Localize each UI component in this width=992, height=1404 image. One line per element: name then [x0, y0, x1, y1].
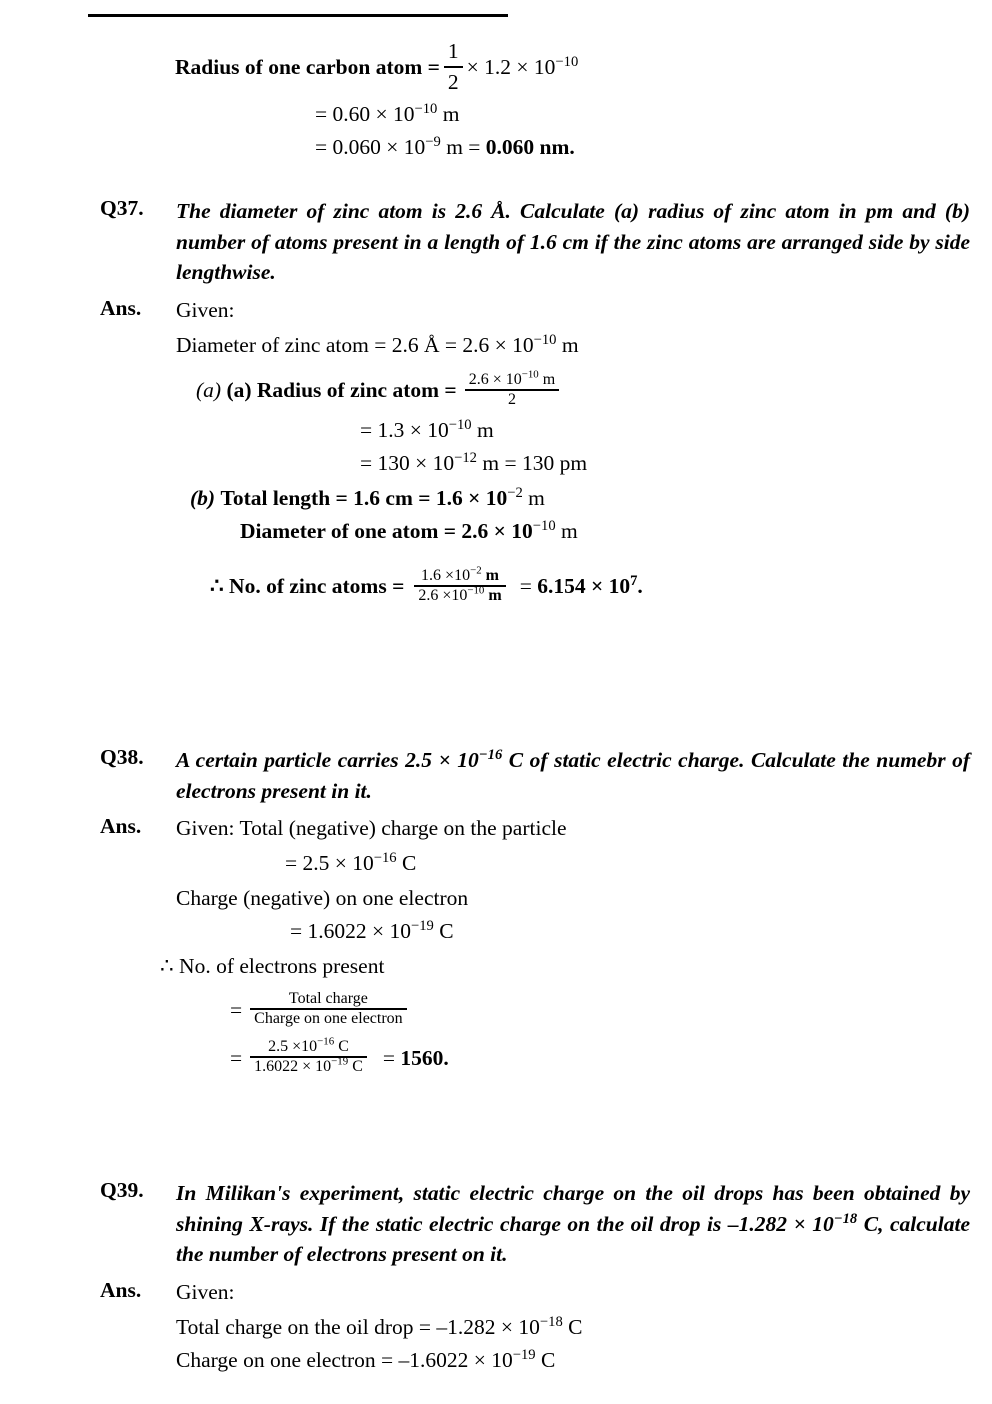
q39-line-1-text: Total charge on the oil drop = –1.282 × 10 — [176, 1314, 540, 1339]
q39-line-1-exponent: −18 — [539, 1313, 563, 1330]
q38-text-exponent: −16 — [478, 746, 503, 763]
q39-line-2 — [100, 1346, 970, 1375]
q37-part-a-row — [100, 368, 970, 410]
q38-text — [176, 745, 970, 806]
q38-fraction-2-num-exponent: −16 — [317, 1035, 335, 1048]
q38-answer-row — [100, 814, 970, 843]
q39-text-part-2: C, calculate the number of electrons present on it. — [176, 1211, 971, 1267]
carbon-line-3-exponent: −9 — [425, 133, 441, 150]
q37-part-a-result-1 — [100, 416, 970, 445]
carbon-line-1 — [175, 40, 975, 96]
carbon-line-2-unit: m — [442, 102, 460, 126]
q37-part-b-line-2-exponent: −10 — [532, 517, 556, 534]
q38-fraction-1-numerator: Total charge — [288, 990, 368, 1008]
q37-conclusion-den-text: 2.6 ×10 — [418, 586, 468, 604]
q38-ans-label: Ans. — [100, 814, 142, 839]
q37-label: Q37. — [100, 196, 144, 220]
q37-part-a-result-2-exponent: −12 — [454, 449, 477, 466]
q37-conclusion-result-value: 6.154 × 10 — [537, 574, 631, 599]
q39-line-1-unit: C — [568, 1314, 583, 1339]
q38-charge-value — [100, 917, 970, 946]
carbon-radius-block — [175, 40, 975, 162]
q37-given-text: Diameter of zinc atom = 2.6 Å = 2.6 × 10 — [176, 332, 534, 357]
q37-part-a-numerator — [465, 368, 560, 389]
question-39 — [100, 1178, 970, 1375]
q38-given-value-exponent: −16 — [373, 849, 397, 866]
q37-given-unit: m — [561, 332, 579, 357]
q37-part-a-result-2 — [100, 449, 970, 478]
q37-part-a-num-unit: m — [542, 370, 556, 388]
q37-part-a-fraction — [465, 368, 560, 409]
q37-conclusion-result-eq: = — [519, 574, 532, 599]
q39-answer-row — [100, 1278, 970, 1307]
q37-conclusion-result-period: . — [637, 574, 643, 599]
q39-ans-label: Ans. — [100, 1277, 142, 1302]
q39-line-2-unit: C — [540, 1347, 556, 1372]
fraction-denominator: 2 — [444, 66, 463, 97]
q37-answer-row — [100, 296, 970, 325]
q38-result-value: 1560. — [400, 1045, 449, 1070]
q37-part-b-line-1 — [100, 484, 970, 513]
q39-given-label: Given: — [176, 1279, 235, 1304]
carbon-line-1-rest — [467, 53, 579, 82]
q37-part-b-line-2-unit: m — [561, 518, 578, 543]
q39-label: Q39. — [100, 1178, 144, 1202]
q37-part-a-label: (a) (a) Radius of zinc atom = — [196, 378, 457, 403]
carbon-line-3-middle: m = — [446, 135, 481, 160]
carbon-line-3 — [175, 133, 975, 162]
q38-fraction-2-numerator — [250, 1035, 367, 1056]
q38-given-value-text: = 2.5 × 10 — [285, 851, 374, 876]
q38-equals-2: = — [230, 1045, 243, 1070]
q39-line-2-text: Charge on one electron = –1.6022 × 10 — [176, 1347, 513, 1372]
q37-given-label: Given: — [176, 297, 235, 322]
q37-part-a-denominator: 2 — [465, 389, 560, 409]
q37-part-a-label-text: (a) Radius of zinc atom = — [226, 378, 457, 403]
q37-part-b-line-1-unit: m — [528, 485, 545, 510]
carbon-line-1-exponent: −10 — [555, 54, 579, 71]
q37-part-a-num-text: 2.6 × 10 — [468, 370, 522, 388]
q39-text — [176, 1178, 970, 1270]
q39-line-1 — [100, 1313, 970, 1342]
q38-no-electrons-line: ∴ No. of electrons present — [160, 954, 385, 979]
q39-text-part-1: In Milikan's experiment, static electric charge on the oil drops has been obtained by shining X-rays. If the static electric charge on the oil drop is –1.282 × 10 — [176, 1181, 970, 1236]
q38-fraction-2-row — [100, 1035, 970, 1077]
top-rule-decoration — [88, 14, 508, 17]
carbon-line-2 — [175, 100, 975, 129]
carbon-line-3-result: 0.060 nm. — [485, 135, 575, 160]
q38-equals-1: = — [230, 997, 243, 1022]
q37-header-row — [100, 196, 970, 288]
q38-fraction-2-result — [383, 1044, 449, 1073]
q37-conclusion-numerator — [414, 564, 505, 585]
q38-fraction-1-row — [100, 991, 970, 1029]
q37-conclusion-fraction — [414, 564, 505, 605]
q37-conclusion-denominator — [414, 585, 505, 605]
q38-fraction-2-den-exponent: −19 — [331, 1055, 349, 1068]
q37-given-line — [100, 331, 970, 360]
carbon-line-2-text: = 0.60 × 10 — [315, 102, 415, 126]
q37-given-exponent: −10 — [533, 331, 557, 348]
q37-conclusion-den-unit: m — [488, 586, 502, 604]
q38-fraction-2 — [250, 1035, 367, 1076]
q38-fraction-2-num-text: 2.5 ×10 — [268, 1038, 318, 1056]
q37-conclusion-row — [100, 564, 970, 606]
q37-part-a-result-1-unit: m — [477, 417, 494, 442]
q37-conclusion-num-unit: m — [485, 566, 499, 584]
carbon-line-2-exponent: −10 — [414, 100, 438, 117]
fraction-numerator: 1 — [447, 38, 459, 63]
q38-charge-value-text: = 1.6022 × 10 — [290, 919, 412, 944]
q37-part-b-label: (b) — [190, 485, 216, 510]
q37-part-a-result-1-text: = 1.3 × 10 — [360, 417, 449, 442]
carbon-line-3-text: = 0.060 × 10 — [315, 135, 426, 160]
q38-label: Q38. — [100, 745, 144, 769]
question-38 — [100, 745, 970, 1077]
q38-fraction-1 — [250, 990, 407, 1028]
q38-charge-line: Charge (negative) on one electron — [176, 886, 469, 911]
q38-given-value-unit: C — [402, 851, 417, 876]
q39-header-row — [100, 1178, 970, 1270]
q38-header-row — [100, 745, 970, 806]
one-half-fraction — [444, 37, 463, 97]
q38-charge-value-unit: C — [439, 919, 454, 944]
q38-given-line: Given: Total (negative) charge on the particle — [176, 816, 567, 841]
q38-fraction-1-denominator: Charge on one electron — [250, 1008, 407, 1028]
q38-fraction-2-den-text: 1.6022 × 10 — [254, 1058, 332, 1076]
q37-part-b-line-1-text: Total length = 1.6 cm = 1.6 × 10 — [220, 485, 508, 510]
q37-conclusion-result — [520, 572, 643, 601]
question-37 — [100, 196, 970, 606]
q37-text: The diameter of zinc atom is 2.6 Å. Calculate (a) radius of zinc atom in pm and (b) number of atoms present in a length of 1.6 cm if the zinc atoms are arranged side by side lengthwise. — [176, 199, 970, 285]
q37-part-a-result-1-exponent: −10 — [448, 416, 472, 433]
q37-conclusion-result-exponent: 7 — [630, 572, 638, 589]
q37-part-b-line-2 — [100, 517, 970, 546]
q37-conclusion-num-exponent: −2 — [470, 564, 482, 577]
q37-part-a-result-2-text: = 130 × 10 — [360, 450, 455, 475]
q38-text-part-1: A certain particle carries 2.5 × 10 — [176, 748, 479, 772]
q39-text-exponent: −18 — [833, 1210, 858, 1227]
q39-line-2-exponent: −19 — [512, 1346, 536, 1363]
q37-part-b-line-1-exponent: −2 — [507, 484, 523, 501]
q37-conclusion-prefix: ∴ No. of zinc atoms = — [210, 574, 405, 599]
q38-text-part-2: C of static electric charge. Calculate the numebr of electrons present in it. — [176, 748, 971, 803]
q38-fraction-2-num-unit: C — [338, 1038, 349, 1056]
q38-result-equals: = — [382, 1045, 395, 1070]
q37-part-a-num-exponent: −10 — [521, 368, 539, 381]
q37-part-b-line-2-text: Diameter of one atom = 2.6 × 10 — [240, 518, 533, 543]
q38-given-value — [100, 849, 970, 878]
q37-conclusion-num-text: 1.6 ×10 — [421, 566, 471, 584]
q37-conclusion-den-exponent: −10 — [467, 584, 485, 597]
carbon-line-1-rest-text: × 1.2 × 10 — [466, 55, 556, 80]
q37-part-a-result-2-unit: m = 130 pm — [482, 450, 588, 475]
q38-fraction-2-denominator — [250, 1056, 367, 1076]
q37-ans-label: Ans. — [100, 295, 142, 320]
q38-charge-value-exponent: −19 — [411, 917, 434, 934]
q38-fraction-2-den-unit: C — [352, 1058, 363, 1076]
carbon-line-1-label: Radius of one carbon atom = — [175, 55, 440, 80]
